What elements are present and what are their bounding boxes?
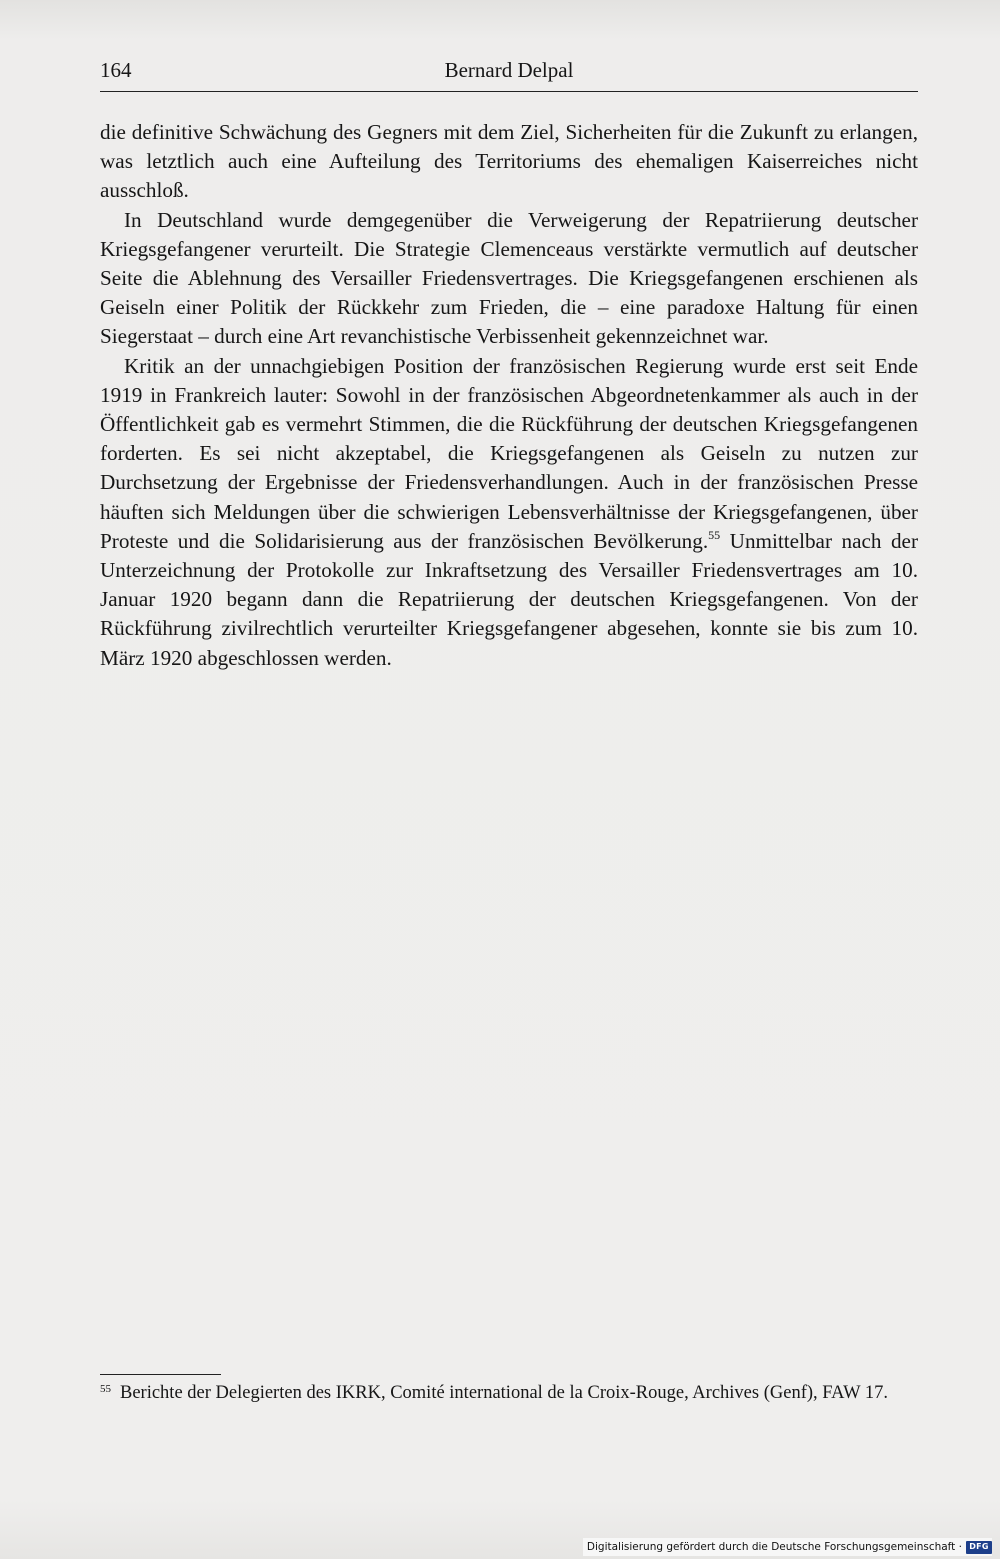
paragraph-deutschland: In Deutschland wurde demgegenüber die Verweigerung der Repatriierung deutscher Kriegsgefangener verurteilt. Die Strategie Clemenceaus verstärkte vermutlich auf deutscher Seite die Ablehnung des Versailler Friedensvertrages. Die Kriegsgefangenen erschienen als Geiseln einer Politik der Rückkehr zum Frieden, die – eine paradoxe Haltung für einen Siegerstaat – durch eine Art revanchistische Verbissenheit gekennzeichnet war. [100, 207, 918, 349]
digitization-credit: Digitalisierung gefördert durch die Deutsche Forschungsgemeinschaft · DFG [583, 1538, 992, 1556]
credit-text: Digitalisierung gefördert durch die Deutsche Forschungsgemeinschaft [586, 1541, 956, 1553]
paragraph-kritik [100, 352, 918, 673]
body-text [100, 118, 918, 673]
paragraph-kritik-text-1: Kritik an der unnachgiebigen Position der französischen Regierung wurde erst seit Ende 1919 in Frankreich lauter: Sowohl in der französischen Abgeordnetenkammer als auch in der Öffentlichkeit gab es vermehrt Stimmen, die die Rückführung der deutschen Kriegsgefangenen forderten. Es sei nicht akzeptabel, die Kriegsgefangenen als Geiseln zu nutzen zur Durchsetzung der Ergebnisse der Friedensverhandlungen. Auch in der französischen Presse häuften sich Meldungen über die schwierigen Lebensverhältnisse der Kriegsgefangenen, über Proteste und die Solidarisierung aus der französischen Bevölkerung. [100, 353, 918, 553]
paragraph-kritik-text-2: Unmittelbar nach der Unterzeichnung der Protokolle zur Inkraftsetzung des Versailler Friedensvertrages am 10. Januar 1920 begann dann die Repatriierung der deutschen Kriegsgefangenen. Von der Rückführung zivilrechtlich verurteilter Kriegsgefangener abgesehen, konnte sie bis zum 10. März 1920 abgeschlossen werden. [100, 528, 918, 670]
footnote [100, 1380, 918, 1406]
header-rule [100, 91, 918, 92]
page-header [100, 58, 918, 88]
page-number: 164 [100, 58, 132, 82]
paragraph-continuation: die definitive Schwächung des Gegners mit dem Ziel, Sicherheiten für die Zukunft zu erlangen, was letztlich auch eine Aufteilung des Territoriums des ehemaligen Kaiserreiches nicht ausschloß. [100, 120, 918, 203]
running-head-author: Bernard Delpal [444, 58, 574, 82]
footnote-reference: 55 [708, 527, 721, 542]
footnote-rule [100, 1374, 221, 1375]
footnote-number: 55 [100, 1383, 111, 1395]
footnote-text: Berichte der Delegierten des IKRK, Comité international de la Croix-Rouge, Archives (Genf), FAW 17. [120, 1383, 888, 1403]
dfg-logo-icon: DFG [966, 1541, 992, 1554]
